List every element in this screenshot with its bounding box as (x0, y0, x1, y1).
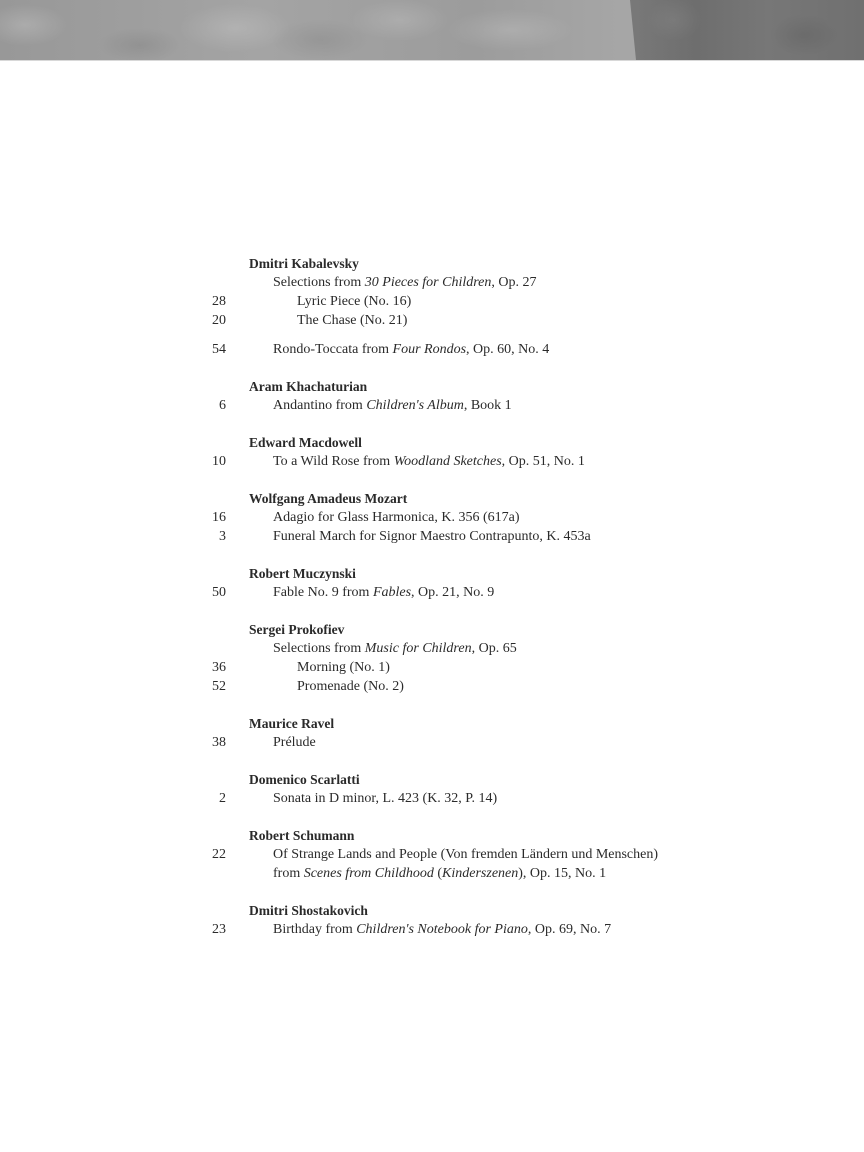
composer-name: Wolfgang Amadeus Mozart (249, 491, 408, 506)
page-number: 20 (212, 313, 226, 328)
toc-entry[interactable] (0, 583, 864, 602)
toc-entry[interactable] (0, 508, 864, 527)
page-number: 36 (212, 660, 226, 675)
composer-name: Sergei Prokofiev (249, 622, 345, 637)
toc-entry[interactable] (0, 639, 864, 658)
toc-group-schumann (0, 826, 864, 883)
toc-entry[interactable] (0, 733, 864, 752)
toc-group-ravel (0, 714, 864, 752)
toc-entry[interactable] (0, 527, 864, 546)
entry-title: Funeral March for Signor Maestro Contrapunto, K. 453a (273, 529, 591, 544)
toc-entry[interactable] (0, 677, 864, 696)
toc-entry[interactable] (0, 273, 864, 292)
toc-group-macdowell (0, 433, 864, 471)
composer-name: Dmitri Kabalevsky (249, 256, 359, 271)
toc-entry[interactable] (0, 311, 864, 330)
page-number: 38 (212, 735, 226, 750)
toc-group-muczynski (0, 564, 864, 602)
entry-title-continuation: from Scenes from Childhood (Kinderszenen), Op. 15, No. 1 (273, 866, 607, 881)
entry-title: Morning (No. 1) (297, 660, 390, 675)
toc-entry[interactable] (0, 396, 864, 415)
page-number: 54 (212, 342, 226, 357)
entry-title: Birthday from Children's Notebook for Piano, Op. 69, No. 7 (273, 922, 612, 937)
page-number: 2 (219, 791, 226, 806)
entry-title: Fable No. 9 from Fables, Op. 21, No. 9 (273, 585, 495, 600)
entry-title: Lyric Piece (No. 16) (297, 294, 412, 309)
page-number: 22 (212, 847, 226, 862)
page-number: 23 (212, 922, 226, 937)
header-banner-dark-panel (624, 0, 864, 60)
toc-group-khachaturian (0, 377, 864, 415)
entry-title: Prélude (273, 735, 316, 750)
toc-entry[interactable] (0, 292, 864, 311)
entry-title: Selections from 30 Pieces for Children, Op. 27 (273, 275, 537, 290)
page-number: 52 (212, 679, 226, 694)
entry-title: Selections from Music for Children, Op. 65 (273, 641, 517, 656)
page-number: 50 (212, 585, 226, 600)
toc-group-prokofiev (0, 620, 864, 696)
entry-title: Rondo-Toccata from Four Rondos, Op. 60, No. 4 (273, 342, 550, 357)
composer-name: Edward Macdowell (249, 435, 362, 450)
composer-name: Aram Khachaturian (249, 379, 368, 394)
toc-entry[interactable] (0, 920, 864, 939)
composer-name: Robert Muczynski (249, 566, 356, 581)
entry-title: The Chase (No. 21) (297, 313, 408, 328)
toc-entry[interactable] (0, 845, 864, 864)
composer-name: Dmitri Shostakovich (249, 903, 368, 918)
entry-title: Adagio for Glass Harmonica, K. 356 (617a) (273, 510, 520, 525)
toc-group-mozart (0, 489, 864, 546)
header-banner (0, 0, 864, 61)
toc-group-kabalevsky (0, 254, 864, 359)
toc-group-shostakovich (0, 901, 864, 939)
composer-name: Maurice Ravel (249, 716, 335, 731)
composer-name: Robert Schumann (249, 828, 355, 843)
entry-title: Andantino from Children's Album, Book 1 (273, 398, 512, 413)
toc-entry[interactable] (0, 789, 864, 808)
toc-group-scarlatti (0, 770, 864, 808)
page-number: 3 (219, 529, 226, 544)
entry-title: To a Wild Rose from Woodland Sketches, Op. 51, No. 1 (273, 454, 585, 469)
toc-entry-continuation (0, 864, 864, 883)
table-of-contents (0, 254, 864, 957)
entry-title: Promenade (No. 2) (297, 679, 404, 694)
page-number: 16 (212, 510, 226, 525)
page-number: 10 (212, 454, 226, 469)
toc-entry[interactable] (0, 452, 864, 471)
page-number: 28 (212, 294, 226, 309)
toc-entry[interactable] (0, 340, 864, 359)
composer-name: Domenico Scarlatti (249, 772, 360, 787)
entry-title: Of Strange Lands and People (Von fremden Ländern und Menschen) (273, 847, 659, 862)
toc-entry[interactable] (0, 658, 864, 677)
entry-title: Sonata in D minor, L. 423 (K. 32, P. 14) (273, 791, 498, 806)
page-number: 6 (219, 398, 226, 413)
